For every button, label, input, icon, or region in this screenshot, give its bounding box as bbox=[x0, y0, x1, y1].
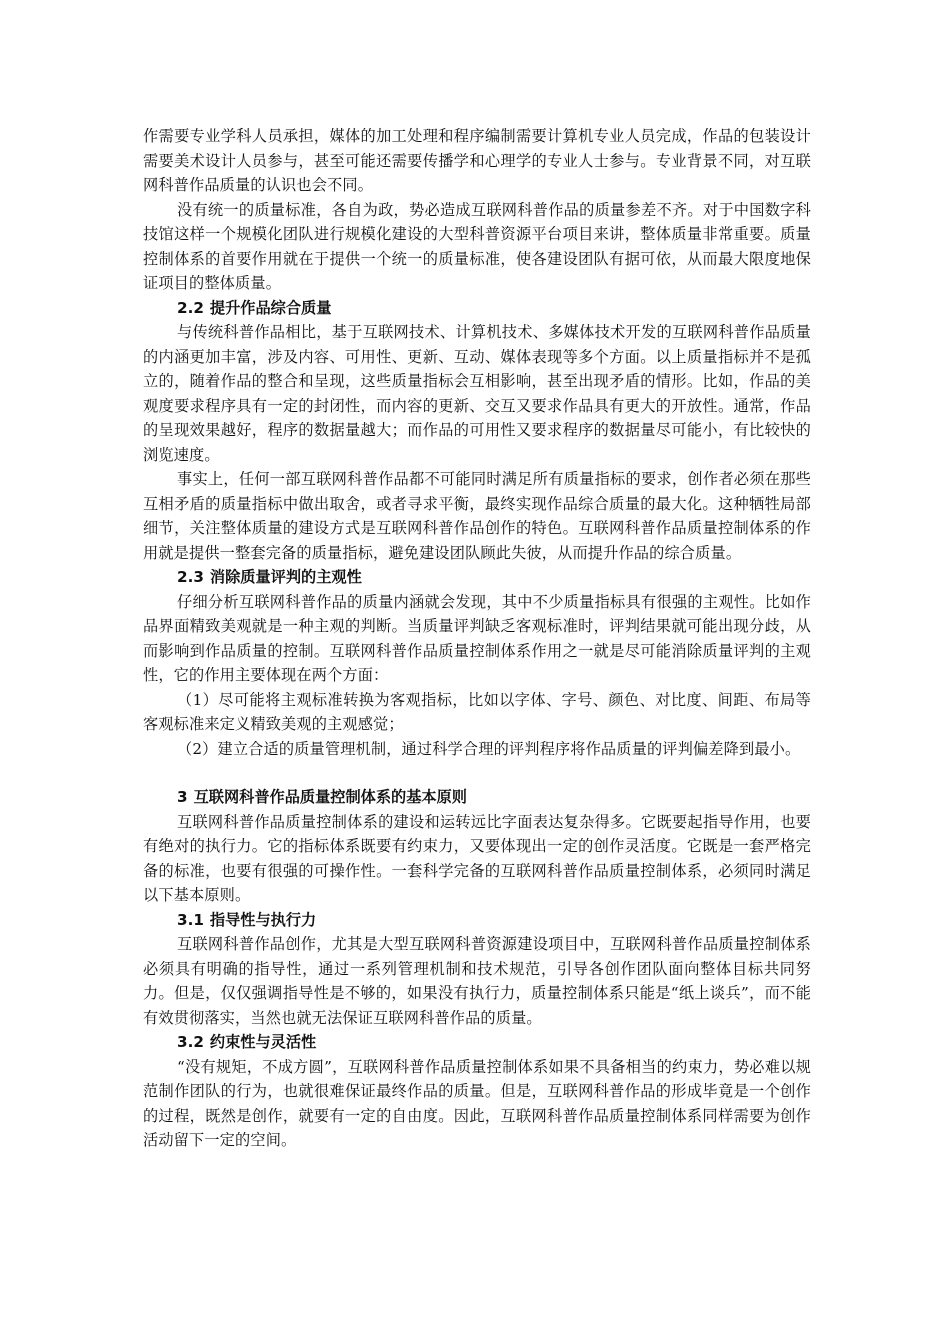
section-heading bbox=[143, 296, 811, 321]
section-title: 提升作品综合质量 bbox=[209, 298, 332, 317]
section-title: 约束性与灵活性 bbox=[209, 1033, 317, 1051]
body-paragraph: 互联网科普作品质量控制体系的建设和运转远比字面表达复杂得多。它既要起指导作用，也要有绝对的执行力。它的指标体系既要有约束力，又要体现出一定的创作灵活度。它既是一套严格完备的标准，也要有很强的可操作性。一套科学完备的互联网科普作品质量控制体系，必须同时满足以下基本原则。 bbox=[143, 812, 811, 904]
body-paragraph: 作需要专业学科人员承担，媒体的加工处理和程序编制需要计算机专业人员完成，作品的包装设计需要美术设计人员参与，甚至可能还需要传播学和心理学的专业人士参与。专业背景不同，对互联网科普作品质量的认识也会不同。 bbox=[143, 127, 811, 194]
section-number: 2.2 bbox=[177, 298, 204, 317]
section-heading bbox=[143, 908, 811, 933]
body-paragraph: “没有规矩，不成方圆”，互联网科普作品质量控制体系如果不具备相当的约束力，势必难以规范制作团队的行为，也就很难保证最终作品的质量。但是，互联网科普作品的形成毕竟是一个创作的过程，既然是创作，就要有一定的自由度。因此，互联网科普作品质量控制体系同样需要为创作活动留下一定的空间。 bbox=[143, 1057, 811, 1149]
body-paragraph: 互联网科普作品创作，尤其是大型互联网科普资源建设项目中，互联网科普作品质量控制体系必须具有明确的指导性，通过一系列管理机制和技术规范，引导各创作团队面向整体目标共同努力。但是，仅仅强调指导性是不够的，如果没有执行力，质量控制体系只能是“纸上谈兵”，而不能有效贯彻落实，当然也就无法保证互联网科普作品的质量。 bbox=[143, 935, 811, 1027]
section-heading bbox=[143, 565, 811, 590]
section-number: 2.3 bbox=[177, 568, 204, 586]
section-number: 3 bbox=[177, 788, 188, 806]
section-title: 互联网科普作品质量控制体系的基本原则 bbox=[193, 788, 467, 806]
section-heading bbox=[143, 1030, 811, 1055]
section-heading bbox=[143, 785, 811, 810]
section-number: 3.1 bbox=[177, 910, 204, 929]
section-title: 消除质量评判的主观性 bbox=[209, 568, 362, 586]
body-paragraph: 事实上，任何一部互联网科普作品都不可能同时满足所有质量指标的要求，创作者必须在那些互相矛盾的质量指标中做出取舍，或者寻求平衡，最终实现作品综合质量的最大化。这种牺牲局部细节，关注整体质量的建设方式是互联网科普作品创作的特色。互联网科普作品质量控制体系的作用就是提供一整套完备的质量指标，避免建设团队顾此失彼，从而提升作品的综合质量。 bbox=[143, 470, 811, 562]
section-number: 3.2 bbox=[177, 1033, 204, 1051]
body-paragraph: （2）建立合适的质量管理机制，通过科学合理的评判程序将作品质量的评判偏差降到最小。 bbox=[177, 739, 801, 758]
body-paragraph: （1）尽可能将主观标准转换为客观指标，比如以字体、字号、颜色、对比度、间距、布局等客观标准来定义精致美观的主观感觉； bbox=[143, 690, 811, 733]
section-title: 指导性与执行力 bbox=[209, 910, 317, 929]
document-page bbox=[143, 124, 811, 1153]
body-paragraph: 仔细分析互联网科普作品的质量内涵就会发现，其中不少质量指标具有很强的主观性。比如作品界面精致美观就是一种主观的判断。当质量评判缺乏客观标准时，评判结果就可能出现分歧，从而影响到作品质量的控制。互联网科普作品质量控制体系作用之一就是尽可能消除质量评判的主观性，它的作用主要体现在两个方面： bbox=[143, 592, 811, 684]
section-gap bbox=[143, 761, 811, 785]
body-paragraph: 与传统科普作品相比，基于互联网技术、计算机技术、多媒体技术开发的互联网科普作品质量的内涵更加丰富，涉及内容、可用性、更新、互动、媒体表现等多个方面。以上质量指标并不是孤立的，随着作品的整合和呈现，这些质量指标会互相影响，甚至出现矛盾的情形。比如，作品的美观度要求程序具有一定的封闭性，而内容的更新、交互又要求作品具有更大的开放性。通常，作品的呈现效果越好，程序的数据量越大；而作品的可用性又要求程序的数据量尽可能小，有比较快的浏览速度。 bbox=[143, 323, 811, 464]
body-paragraph: 没有统一的质量标准，各自为政，势必造成互联网科普作品的质量参差不齐。对于中国数字科技馆这样一个规模化团队进行规模化建设的大型科普资源平台项目来讲，整体质量非常重要。质量控制体系的首要作用就在于提供一个统一的质量标准，使各建设团队有据可依，从而最大限度地保证项目的整体质量。 bbox=[143, 200, 811, 292]
